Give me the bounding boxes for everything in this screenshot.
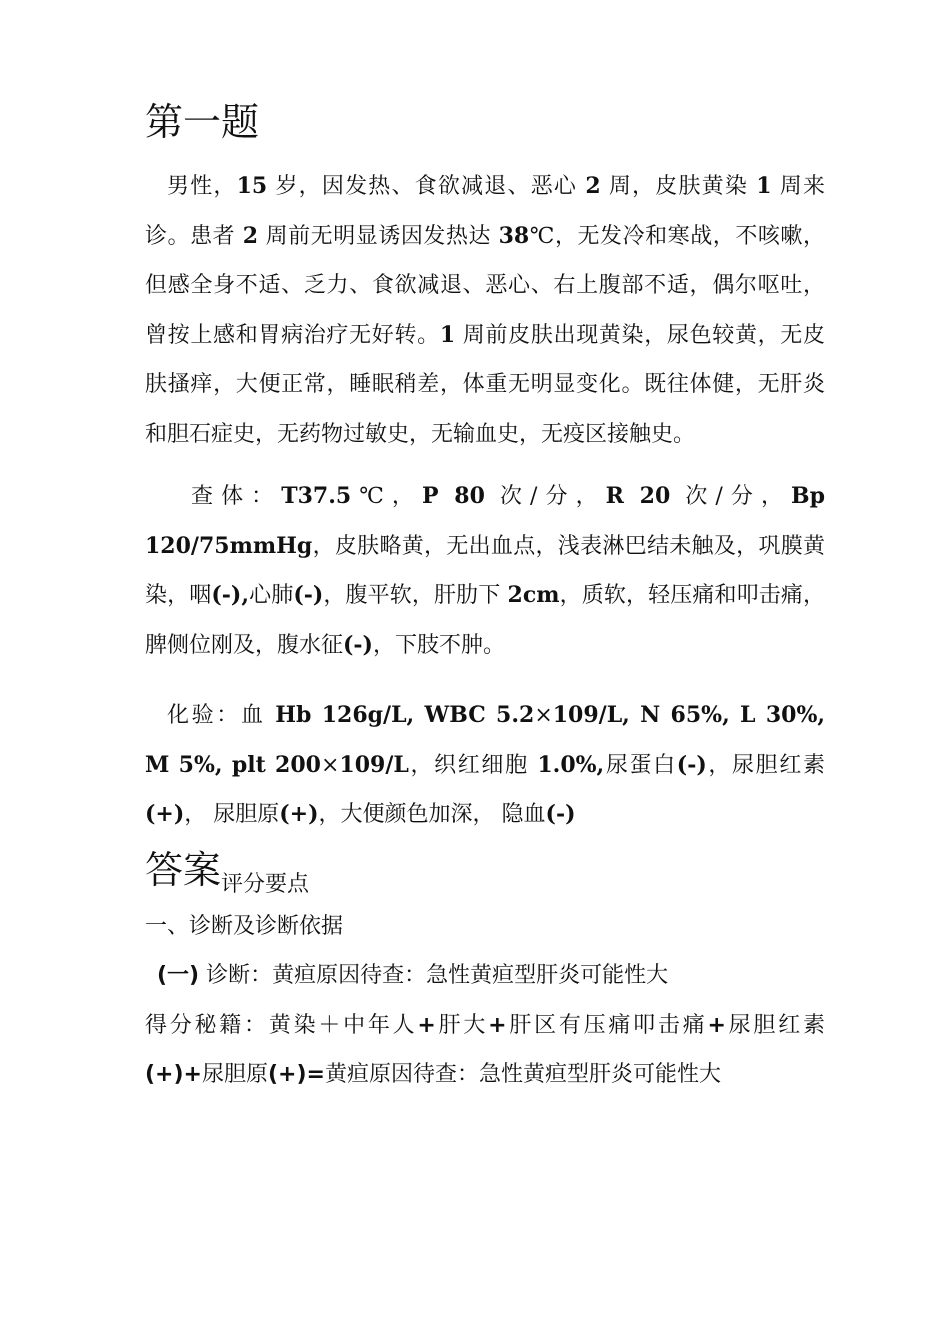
tips-text: 尿胆红素 bbox=[725, 1012, 825, 1038]
lab-value: (+) bbox=[279, 801, 319, 827]
lab-text: ，尿胆红素 bbox=[706, 752, 825, 778]
case-text: 岁，因发热、食欲减退、恶心 bbox=[267, 174, 586, 199]
exam-value: (-) bbox=[293, 582, 324, 608]
exam-text: ℃， bbox=[351, 484, 422, 509]
exam-value: Bp 120/75mmHg bbox=[145, 483, 826, 559]
tips-text: 黄疸原因待查：急性黄疸型肝炎可能性大 bbox=[324, 1062, 721, 1087]
lab-text: ，大便颜色加深， 隐血 bbox=[318, 802, 546, 827]
tips-text: 得分秘籍：黄染＋中年人 bbox=[145, 1012, 418, 1038]
case-number: 38 bbox=[498, 222, 530, 249]
section-heading: 一、诊断及诊断依据 bbox=[145, 913, 344, 939]
exam-value: (-), bbox=[211, 582, 249, 608]
tips-text: 肝区有压痛叩击痛 bbox=[506, 1012, 708, 1038]
tips-symbol: + bbox=[707, 1012, 726, 1038]
diagnosis-label: (一) bbox=[157, 963, 200, 988]
case-text: 周前无明显诱因发热达 bbox=[258, 223, 499, 249]
case-text: ℃，无发冷和寒战，不咳嗽，但感全身不适、乏力、食欲减退、恶心、右上腹部不适，偶尔呕吐，曾按上感和胃病治疗无好转。 bbox=[145, 223, 825, 348]
exam-text: 次/分， bbox=[484, 484, 606, 509]
lab-text: ，织红细胞 bbox=[408, 752, 538, 778]
physical-exam-paragraph bbox=[145, 472, 825, 670]
lab-text: 尿蛋白 bbox=[604, 752, 677, 778]
question-title: 第一题 bbox=[145, 100, 260, 144]
lab-value: 1.0%, bbox=[537, 751, 605, 778]
lab-value: (-) bbox=[676, 751, 707, 778]
exam-text: ，腹平软，肝肋下 bbox=[323, 583, 508, 608]
lab-value: Hb 126g/L, WBC 5.2 bbox=[275, 702, 535, 728]
answer-subtitle: 评分要点 bbox=[221, 871, 310, 897]
case-text: 男性， bbox=[167, 174, 237, 199]
lab-value: 109/L, N 65%, L 30%, M 5%, plt 200 bbox=[145, 702, 826, 778]
exam-value: R 20 bbox=[605, 483, 671, 509]
lab-text: × bbox=[534, 703, 553, 728]
exam-text: 查体： bbox=[191, 484, 282, 509]
exam-text: 心肺 bbox=[248, 583, 294, 608]
lab-results-paragraph bbox=[145, 691, 825, 840]
exam-text: ，下肢不肿。 bbox=[372, 632, 505, 658]
answer-heading bbox=[145, 844, 825, 902]
exam-value: P 80 bbox=[422, 483, 485, 509]
diagnosis-text: 诊断：黄疸原因待查：急性黄疸型肝炎可能性大 bbox=[199, 963, 669, 988]
exam-value: (-) bbox=[343, 631, 373, 658]
lab-text: 化验：血 bbox=[167, 703, 276, 728]
tips-symbol: (+)+ bbox=[145, 1062, 202, 1087]
tips-symbol: + bbox=[488, 1012, 507, 1038]
lab-text: × bbox=[320, 752, 340, 778]
case-number: 1 bbox=[756, 173, 772, 199]
exam-text: 次/分， bbox=[670, 484, 792, 509]
tips-text: 肝大 bbox=[435, 1012, 489, 1038]
tips-symbol: + bbox=[417, 1012, 436, 1038]
lab-value: 109/L bbox=[339, 751, 409, 778]
exam-value: T37.5 bbox=[281, 483, 352, 509]
exam-text: ，皮肤略黄，无出血点，浅表淋巴结未触及，巩膜黄染，咽 bbox=[145, 533, 825, 608]
case-text: 周，皮肤黄染 bbox=[600, 174, 757, 199]
tips-symbol: (+)= bbox=[268, 1062, 325, 1087]
case-history-paragraph bbox=[145, 162, 825, 459]
diagnosis-line bbox=[145, 951, 825, 1001]
exam-text: ，质软，轻压痛和叩击痛，脾侧位刚及，腹水征 bbox=[145, 583, 825, 658]
case-number: 2 bbox=[242, 222, 259, 249]
lab-value: (+) bbox=[145, 801, 185, 827]
case-text: 周来诊。患者 bbox=[145, 174, 825, 249]
scoring-tips-paragraph bbox=[145, 1001, 825, 1100]
exam-value: 2cm bbox=[507, 582, 560, 608]
case-number: 15 bbox=[236, 173, 268, 199]
lab-text: ， 尿胆原 bbox=[184, 802, 280, 827]
case-number: 2 bbox=[585, 173, 601, 199]
document-body bbox=[145, 96, 825, 1100]
case-number: 1 bbox=[439, 321, 456, 348]
answer-title: 答案 bbox=[145, 847, 222, 892]
case-text: 周前皮肤出现黄染，尿色较黄，无皮肤搔痒，大便正常，睡眠稍差，体重无明显变化。既往体健，无肝炎和胆石症史，无药物过敏史，无输血史，无疫区接触史。 bbox=[145, 322, 825, 447]
lab-value: (-) bbox=[545, 801, 576, 827]
tips-text: 尿胆原 bbox=[201, 1062, 268, 1087]
